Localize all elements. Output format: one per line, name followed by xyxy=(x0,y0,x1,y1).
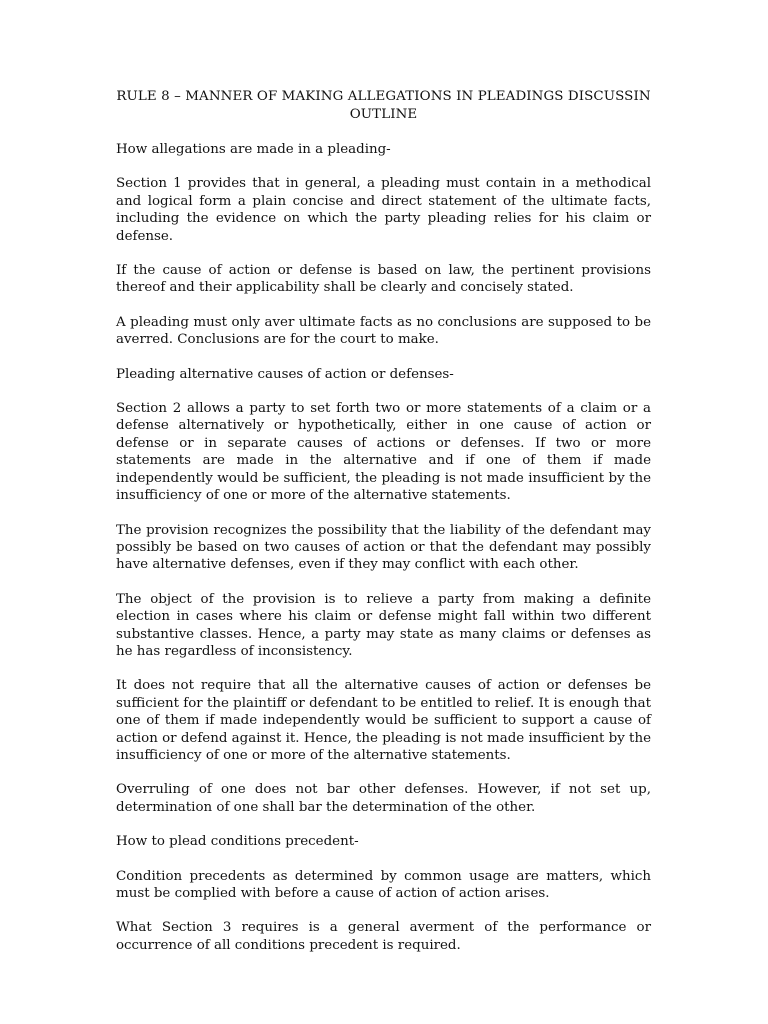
paragraph-provision-recognizes: The provision recognizes the possibility that the liability of the defendant may possibly be based on two causes of action or that the defendant may possibly have alternative defenses, even if they may conflict with each other. xyxy=(116,522,651,573)
paragraph-object-of-provision: The object of the provision is to relieve a party from making a definite election in cases where his claim or defense might fall within two different substantive classes. Hence, a party may state as many claims or defenses as he has regardless of inconsistency. xyxy=(116,591,651,659)
paragraph-overruling: Overruling of one does not bar other defenses. However, if not set up, determination of one shall bar the determination of the other. xyxy=(116,782,651,815)
paragraph-condition-precedents: Condition precedents as determined by common usage are matters, which must be complied with before a cause of action of action arises. xyxy=(116,868,651,901)
paragraph-section-3: What Section 3 requires is a general averment of the performance or occurrence of all conditions precedent is required. xyxy=(116,920,651,953)
document-title: RULE 8 – MANNER OF MAKING ALLEGATIONS IN PLEADINGS DISCUSSIN OUTLINE xyxy=(116,89,651,122)
section-heading-allegations: How allegations are made in a pleading- xyxy=(116,142,391,157)
paragraph-not-require: It does not require that all the alternative causes of action or defenses be sufficient for the plaintiff or defendant to be entitled to relief. It is enough that one of them if made independently would be sufficient to support a cause of action or defend against it. Hence, the pleading is not made insufficient by the insufficiency of one or more of the alternative statements. xyxy=(116,678,651,763)
paragraph-section-1: Section 1 provides that in general, a pleading must contain in a methodical and logical form a plain concise and direct statement of the ultimate facts, including the evidence on which the party pleading relies for his claim or defense. xyxy=(116,176,651,244)
section-heading-conditions: How to plead conditions precedent- xyxy=(116,834,359,850)
paragraph-section-2: Section 2 allows a party to set forth two or more statements of a claim or a defense alternatively or hypothetically, either in one cause of action or defense or in separate causes of actions or defenses. If two or more statements are made in the alternative and if one of them if made independently would be sufficient, the pleading is not made insufficient by the insufficiency of one or more of the alternative statements. xyxy=(116,401,651,504)
paragraph-based-on-law: If the cause of action or defense is based on law, the pertinent provisions thereof and their applicability shall be clearly and concisely stated. xyxy=(116,263,651,296)
section-heading-alternative: Pleading alternative causes of action or defenses- xyxy=(116,366,454,382)
document-page xyxy=(116,88,651,971)
paragraph-ultimate-facts: A pleading must only aver ultimate facts as no conclusions are supposed to be averred. Conclusions are for the court to make. xyxy=(116,314,651,348)
